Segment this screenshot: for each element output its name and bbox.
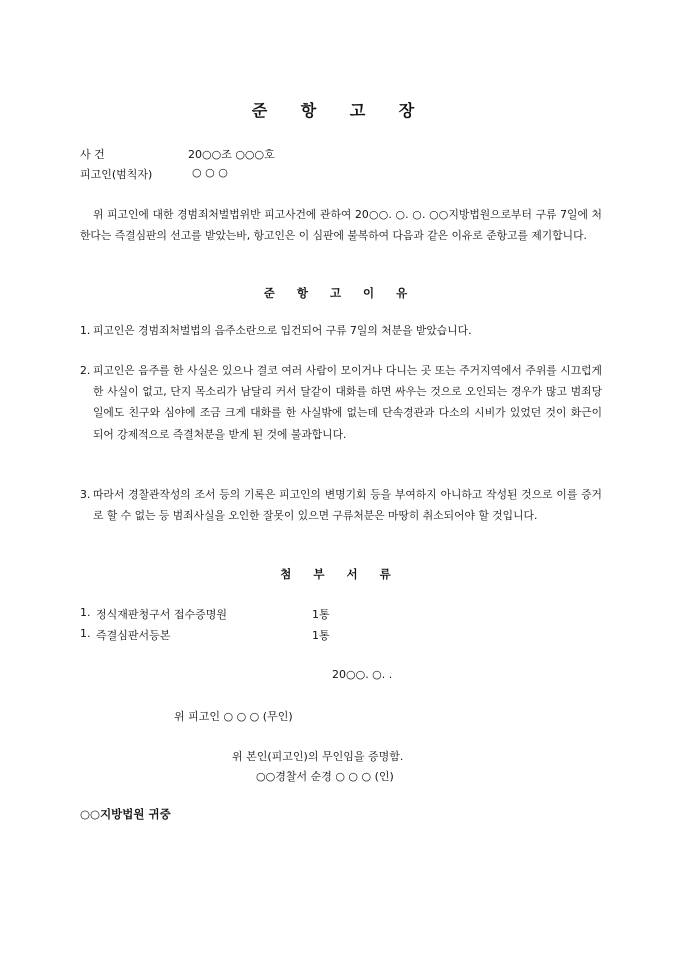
filing-date: 20○○. ○. .	[332, 668, 393, 681]
reason-item-1	[80, 320, 602, 341]
officer-certification: ○○경찰서 순경 ○ ○ ○ (인)	[256, 770, 394, 783]
attachment-name: 즉결심판서등본	[96, 629, 171, 642]
reason-item-3	[80, 484, 602, 526]
reason-number: 1.	[80, 324, 91, 337]
reason-number: 2.	[80, 364, 91, 377]
attachment-name: 정식재판청구서 접수증명원	[96, 608, 228, 621]
attachments-heading: 첨 부 서 류	[280, 567, 400, 581]
defendant-label: 피고인(범칙자)	[80, 168, 153, 181]
defendant-name: ○ ○ ○	[192, 166, 228, 179]
attachment-number: 1.	[80, 627, 91, 640]
defendant-signature: 위 피고인 ○ ○ ○ (무인)	[174, 710, 293, 723]
reason-text: 따라서 경찰관작성의 조서 등의 기록은 피고인의 변명기회 등을 부여하지 아니하고 작성된 것으로 이를 증거로 할 수 없는 등 범죄사실을 오인한 잘못이 있으면 구류처분은 마땅히 취소되어야 할 것입니다.	[93, 488, 602, 523]
fingerprint-certification: 위 본인(피고인)의 무인임을 증명함.	[232, 750, 404, 763]
document-title: 준 항 고 장	[251, 101, 429, 120]
reason-number: 3.	[80, 488, 91, 501]
reason-item-2	[80, 360, 602, 445]
court-addressee: ○○지방법원 귀중	[80, 807, 171, 821]
intro-paragraph: 위 피고인에 대한 경범죄처벌법위반 피고사건에 관하여 20○○. ○. ○. ○○지방법원으로부터 구류 7일에 처한다는 즉결심판의 선고를 받았는바, 항고인은 이 심판에 불복하여 다음과 같은 이유로 준항고를 제기합니다.	[80, 208, 602, 243]
case-number: 20○○조 ○○○호	[188, 148, 275, 161]
case-label: 사 건	[80, 148, 105, 161]
reasons-heading: 준 항 고 이 유	[263, 286, 417, 300]
reason-text: 피고인은 음주를 한 사실은 있으나 결코 여러 사람이 모이거나 다니는 곳 또는 주거지역에서 주위를 시끄럽게 한 사실이 없고, 단지 목소리가 남달리 커서 달같이 대화를 하면 싸우는 것으로 오인되는 경우가 많고 범죄당일에도 친구와 심야에 조금 크게 대화를 한 사실밖에 없는데 단속경관과 다소의 시비가 있었던 것이 화근이 되어 강제적으로 즉결처분을 받게 된 것에 불과합니다.	[93, 364, 602, 441]
attachment-qty: 1통	[312, 608, 330, 621]
attachment-qty: 1통	[312, 629, 330, 642]
attachment-number: 1.	[80, 606, 91, 619]
reason-text: 피고인은 경범죄처벌법의 음주소란으로 입건되어 구류 7일의 처분을 받았습니다.	[93, 324, 472, 337]
